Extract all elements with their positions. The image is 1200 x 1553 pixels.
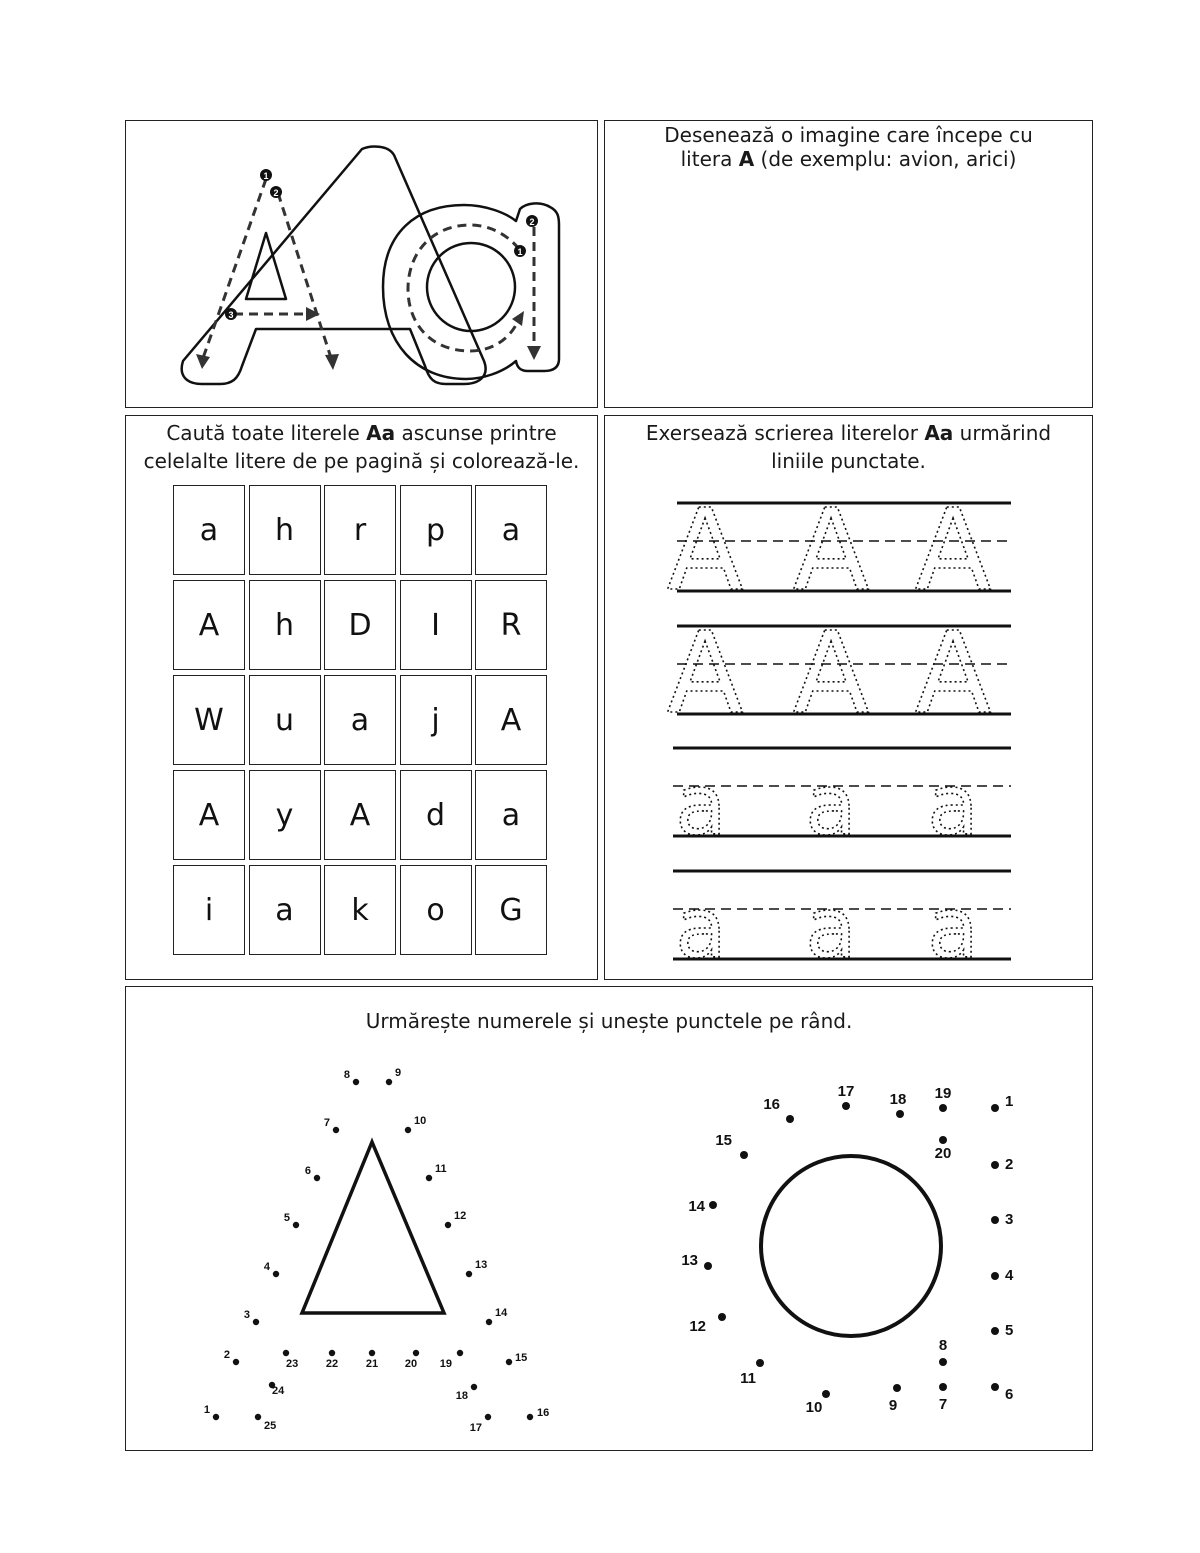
connect-dot[interactable]	[485, 1414, 491, 1420]
dot-number-label: 16	[537, 1407, 550, 1419]
letter-cell[interactable]: r	[324, 485, 396, 575]
dot-number-label: 1	[1005, 1093, 1014, 1110]
dot-number-label: 4	[263, 1261, 270, 1273]
connect-dot[interactable]	[353, 1079, 359, 1085]
connect-dot[interactable]	[386, 1079, 392, 1085]
drawing-panel[interactable]	[604, 120, 1093, 408]
svg-text:1: 1	[517, 247, 523, 257]
letter-cell[interactable]: a	[249, 865, 321, 955]
letter-cell[interactable]: h	[249, 580, 321, 670]
letter-cell[interactable]: h	[249, 485, 321, 575]
dot-number-label: 17	[469, 1422, 482, 1434]
connect-dots-panel	[125, 986, 1093, 1451]
stroke-number-1	[514, 245, 526, 257]
stroke-number-2	[270, 186, 282, 198]
letter-search-panel	[125, 415, 598, 980]
connect-dot[interactable]	[939, 1136, 947, 1144]
connect-dot[interactable]	[369, 1350, 375, 1356]
arrow-head-icon	[325, 354, 339, 370]
letter-cell[interactable]: a	[475, 770, 547, 860]
letter-cell[interactable]: p	[400, 485, 472, 575]
stroke-number-2	[526, 215, 538, 227]
dot-number-label: 11	[740, 1370, 756, 1387]
dot-number-label: 18	[889, 1091, 907, 1108]
connect-dot[interactable]	[457, 1350, 463, 1356]
letter-cell[interactable]: a	[475, 485, 547, 575]
stroke-number-1	[260, 169, 272, 181]
dot-number-label: 25	[264, 1420, 277, 1432]
connect-dot[interactable]	[709, 1201, 717, 1209]
dot-number-label: 10	[805, 1399, 823, 1416]
connect-dot[interactable]	[756, 1359, 764, 1367]
lowercase-a-hole	[427, 243, 515, 331]
traceable-letter: a	[927, 756, 979, 854]
connect-dot[interactable]	[293, 1222, 299, 1228]
connect-dot[interactable]	[939, 1383, 947, 1391]
tracing-letters-graphic	[126, 121, 599, 409]
connect-dot[interactable]	[413, 1350, 419, 1356]
connect-dot[interactable]	[486, 1319, 492, 1325]
uppercase-a-outline	[182, 147, 486, 384]
letter-cell[interactable]: G	[475, 865, 547, 955]
letter-cell[interactable]: i	[173, 865, 245, 955]
tracing-letters-panel	[125, 120, 598, 408]
connect-dot[interactable]	[991, 1216, 999, 1224]
writing-lines	[605, 416, 1094, 981]
dot-number-label: 20	[404, 1358, 418, 1370]
dot-number-label: 3	[243, 1309, 250, 1321]
traceable-letter: a	[675, 756, 727, 854]
letter-cell[interactable]: A	[475, 675, 547, 765]
writing-practice-panel	[604, 415, 1093, 980]
traceable-letter: a	[805, 756, 857, 854]
connect-dot[interactable]	[939, 1358, 947, 1366]
dot-number-label: 15	[515, 1352, 528, 1364]
connect-dot[interactable]	[329, 1350, 335, 1356]
dot-number-label: 3	[1005, 1211, 1014, 1228]
drawing-instruction: Desenează o imagine care începe cu litera A (de exemplu: avion, arici)	[664, 123, 1033, 171]
svg-text:3: 3	[228, 310, 234, 320]
dot-number-label: 20	[934, 1145, 952, 1162]
connect-dot[interactable]	[704, 1262, 712, 1270]
letter-cell[interactable]: d	[400, 770, 472, 860]
connect-dot[interactable]	[991, 1272, 999, 1280]
dot-number-label: 9	[888, 1397, 898, 1414]
dot-number-label: 23	[286, 1358, 299, 1370]
dot-number-label: 7	[323, 1117, 330, 1129]
letter-cell[interactable]: I	[400, 580, 472, 670]
dots-instruction: Urmărește numerele și unește punctele pe rând.	[365, 1009, 853, 1033]
dot-number-label: 4	[1005, 1267, 1014, 1284]
connect-dot[interactable]	[991, 1161, 999, 1169]
connect-dot[interactable]	[718, 1313, 726, 1321]
connect-dot[interactable]	[405, 1127, 411, 1133]
dot-number-label: 2	[1005, 1156, 1014, 1173]
letter-cell[interactable]: k	[324, 865, 396, 955]
dot-number-label: 8	[938, 1337, 948, 1354]
svg-text:1: 1	[263, 171, 269, 181]
lowercase-a-inner-circle	[761, 1156, 941, 1336]
connect-dot[interactable]	[333, 1127, 339, 1133]
dot-number-label: 6	[304, 1165, 311, 1177]
dot-number-label: 13	[681, 1252, 698, 1269]
dot-number-label: 18	[455, 1390, 468, 1402]
dot-number-label: 19	[934, 1085, 952, 1102]
dot-number-label: 13	[475, 1259, 488, 1271]
traceable-letter: A	[792, 609, 870, 739]
traceable-letter: a	[927, 879, 979, 977]
connect-dot[interactable]	[991, 1104, 999, 1112]
letter-cell[interactable]: R	[475, 580, 547, 670]
connect-dot[interactable]	[740, 1151, 748, 1159]
letter-cell[interactable]: A	[324, 770, 396, 860]
connect-dot[interactable]	[991, 1383, 999, 1391]
dot-number-label: 7	[938, 1396, 948, 1413]
arrow-head-icon	[306, 307, 320, 321]
connect-dot[interactable]	[466, 1271, 472, 1277]
letter-cell[interactable]: a	[324, 675, 396, 765]
connect-dot[interactable]	[471, 1384, 477, 1390]
uppercase-a-inner-triangle	[302, 1142, 444, 1313]
connect-dot[interactable]	[786, 1115, 794, 1123]
connect-dot[interactable]	[213, 1414, 219, 1420]
dot-number-label: 2	[223, 1349, 230, 1361]
connect-dot[interactable]	[445, 1222, 451, 1228]
dot-number-label: 16	[763, 1096, 780, 1113]
letter-cell[interactable]: D	[324, 580, 396, 670]
connect-dot[interactable]	[283, 1350, 289, 1356]
svg-text:2: 2	[529, 217, 535, 227]
arrow-head-icon	[196, 354, 210, 369]
traceable-letter: a	[675, 879, 727, 977]
traceable-letter: A	[914, 486, 992, 616]
dot-number-label: 8	[343, 1069, 350, 1081]
connect-dot[interactable]	[991, 1327, 999, 1335]
letter-cell[interactable]: W	[173, 675, 245, 765]
connect-dot[interactable]	[426, 1175, 432, 1181]
arrow-head-icon	[527, 346, 541, 360]
arrow-head-icon	[512, 311, 524, 326]
dot-number-label: 21	[365, 1358, 379, 1370]
connect-dot[interactable]	[896, 1110, 904, 1118]
dot-number-label: 24	[272, 1385, 285, 1397]
dot-to-dot-graphic	[126, 987, 1094, 1452]
letter-cell[interactable]: a	[173, 485, 245, 575]
letter-cell[interactable]: u	[249, 675, 321, 765]
dot-number-label: 14	[688, 1198, 705, 1215]
connect-dot[interactable]	[233, 1359, 239, 1365]
dot-number-label: 14	[495, 1307, 508, 1319]
dot-number-label: 22	[325, 1358, 339, 1370]
dot-number-label: 10	[414, 1115, 427, 1127]
stroke-number-3	[225, 308, 237, 320]
writing-instruction: Exersează scrierea literelor Aa urmărind liniile punctate.	[645, 421, 1052, 473]
traceable-letter: A	[792, 486, 870, 616]
connect-dot[interactable]	[253, 1319, 259, 1325]
dot-number-label: 5	[1005, 1322, 1014, 1339]
connect-dot[interactable]	[506, 1359, 512, 1365]
letter-cell[interactable]: A	[173, 580, 245, 670]
connect-dot[interactable]	[255, 1414, 261, 1420]
connect-dot[interactable]	[842, 1102, 850, 1110]
letter-cell[interactable]: y	[249, 770, 321, 860]
dot-number-label: 12	[689, 1318, 706, 1335]
svg-text:2: 2	[273, 188, 279, 198]
traceable-letter: A	[914, 609, 992, 739]
letter-cell[interactable]: A	[173, 770, 245, 860]
dot-number-label: 5	[283, 1212, 290, 1224]
traceable-letter: A	[666, 486, 744, 616]
connect-dot[interactable]	[822, 1390, 830, 1398]
traceable-letter: a	[805, 879, 857, 977]
connect-dot[interactable]	[527, 1414, 533, 1420]
dot-number-label: 6	[1005, 1386, 1014, 1403]
connect-dot[interactable]	[273, 1271, 279, 1277]
dot-number-label: 1	[203, 1404, 210, 1416]
dot-number-label: 12	[454, 1210, 467, 1222]
search-instruction: Caută toate literele Aa ascunse printre celelalte litere de pe pagină și colorează-le.	[143, 421, 580, 473]
dot-number-label: 11	[435, 1163, 447, 1175]
connect-dot[interactable]	[314, 1175, 320, 1181]
traceable-letter: A	[666, 609, 744, 739]
a-stroke-1	[202, 179, 266, 361]
dot-number-label: 9	[395, 1067, 402, 1079]
dot-number-label: 17	[837, 1083, 855, 1100]
letter-cell[interactable]: o	[400, 865, 472, 955]
dot-number-label: 19	[439, 1358, 452, 1370]
connect-dot[interactable]	[939, 1104, 947, 1112]
connect-dot[interactable]	[893, 1384, 901, 1392]
uppercase-a-hole	[246, 233, 286, 299]
letter-cell[interactable]: j	[400, 675, 472, 765]
dot-number-label: 15	[715, 1132, 732, 1149]
